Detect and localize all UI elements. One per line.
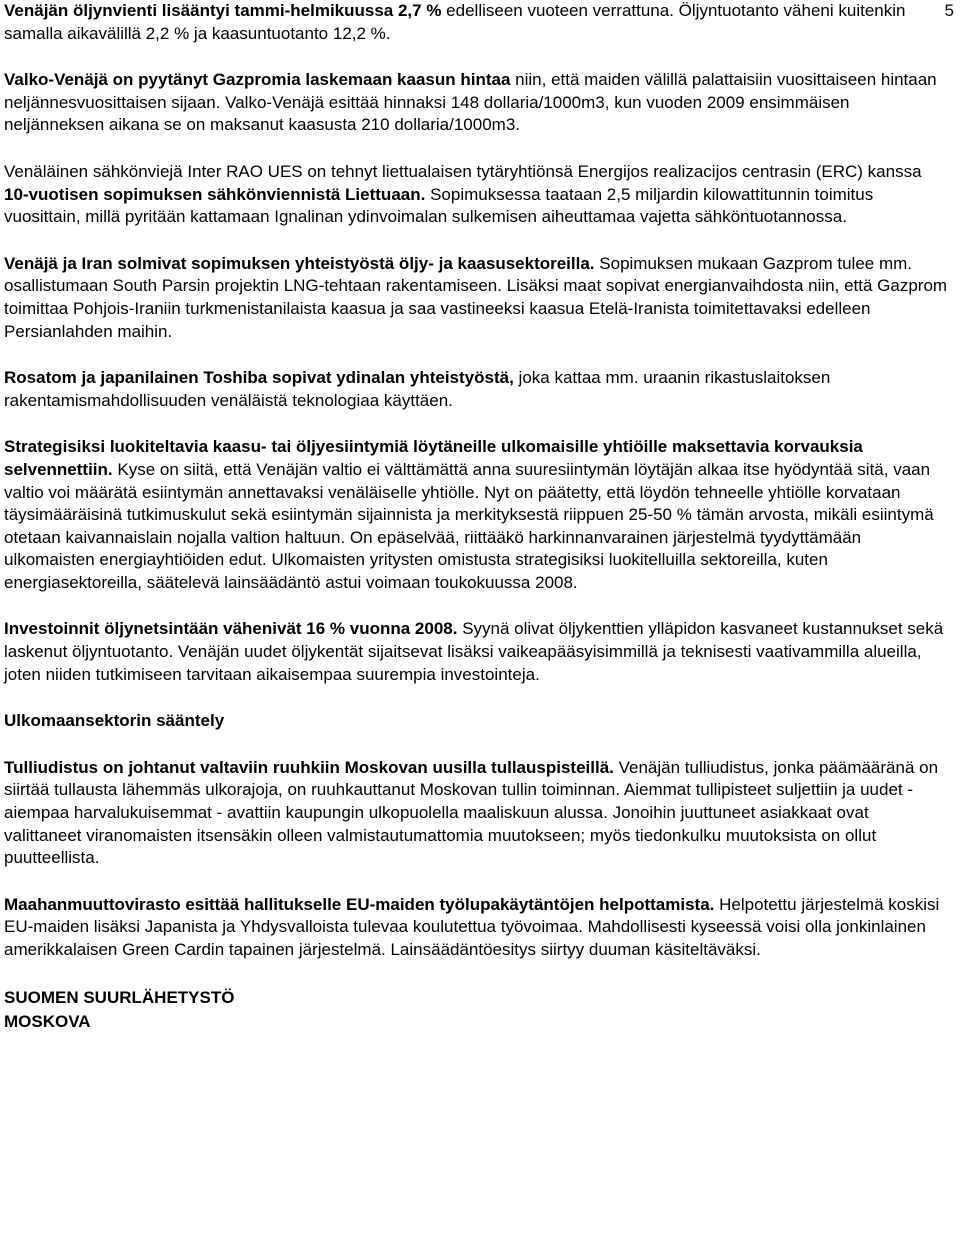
paragraph-text: edelliseen vuoteen verrattuna. Öljyntuotanto väheni kuitenkin samalla aikavälillä 2,2 % ja kaasuntuotanto 12,2 %.: [4, 1, 906, 43]
paragraph-headline: Tulliudistus on johtanut valtaviin ruuhkiin Moskovan uusilla tullauspisteillä.: [4, 757, 614, 777]
signature-line-embassy: SUOMEN SUURLÄHETYSTÖ: [4, 987, 235, 1007]
news-paragraph: [4, 0, 948, 45]
paragraph-text: Sopimuksessa taataan 2,5 miljardin kilowattitunnin toimitus vuosittain, millä pyritään kattamaan Ignalinan ydinvoimalan sulkemisen aiheuttamaa vajetta sähköntuotannossa.: [4, 184, 874, 227]
section-heading: Ulkomaansektorin sääntely: [4, 711, 225, 731]
news-paragraph: [4, 894, 948, 962]
paragraph-headline: Venäjän öljynvienti lisääntyi tammi-helmikuussa 2,7 %: [4, 1, 442, 20]
news-paragraph: [4, 161, 948, 229]
paragraph-headline: Investoinnit öljynetsintään vähenivät 16 % vuonna 2008.: [4, 619, 458, 639]
paragraph-headline: Maahanmuuttovirasto esittää hallitukselle EU-maiden työlupakäytäntöjen helpottamista.: [4, 894, 715, 914]
paragraph-headline: Venäjä ja Iran solmivat sopimuksen yhteistyöstä öljy- ja kaasusektoreilla.: [4, 253, 595, 273]
paragraph-text: Sopimuksen mukaan Gazprom tulee mm. osallistumaan South Parsin projektin LNG-tehtaan rakentamiseen. Lisäksi maat sopivat energianvaihdosta niin, että Gazprom toimittaa Pohjois-Iraniin turkmenistanilaista kaasua ja saa vastineeksi kaasua Etelä-Iranista toimitettavaksi edelleen Persianlahden maihin.: [4, 253, 948, 341]
news-paragraph: [4, 69, 948, 137]
paragraph-text: Kyse on siitä, että Venäjän valtio ei välttämättä anna suuresiintymän löytäjän alkaa itse hyödyntää sitä, vaan valtio voi määrätä esiintymän annettavaksi venäläiselle yhtiölle. Nyt on päätetty, että löydön tehneelle yhtiölle korvataan täysimääräisinä tutkimuskulut sekä esiintymän sijainnista ja merkityksestä riippuen 25-50 % tämän arvosta, mikäli esiintymä otetaan kaivannaislain nojalla valtion haltuun. On epäselvää, riittääkö harkinnanvarainen järjestelmä tyydyttämään ulkomaisten energiayhtiöiden edut. Ulkomaisten yritysten omistusta strategisiksi luokitelluilla sektoreilla, kuten energiasektoreilla, säätelevä lainsäädäntö astui voimaan toukokuussa 2008.: [4, 459, 934, 592]
paragraph-headline: Strategisiksi luokiteltavia kaasu- tai öljyesiintymiä löytäneille ulkomaisille yhtiöille maksettavia korvauksia selvennettiin.: [4, 437, 863, 479]
paragraph-text: niin, että maiden välillä palattaisiin vuosittaiseen hintaan neljännesvuosittaisen sijaan. Valko-Venäjä esittää hinnaksi 148 dollaria/1000m3, kun vuoden 2009 ensimmäisen neljänneksen aikana se on maksanut kaasusta 210 dollaria/1000m3.: [4, 70, 937, 135]
paragraph-text: Syynä olivat öljykenttien ylläpidon kasvaneet kustannukset sekä laskenut öljyntuotanto. Venäjän uudet öljykentät sijaitsevat lisäksi vaikeapääsyisimmillä ja teknisesti vaativammilla alueilla, joten niiden tutkimiseen tarvitaan aikaisempaa suurempia investointeja.: [4, 619, 944, 684]
document-body: [4, 0, 948, 1034]
news-paragraph: [4, 618, 948, 686]
news-paragraph: [4, 436, 948, 594]
paragraph-headline: Rosatom ja japanilainen Toshiba sopivat ydinalan yhteistyöstä,: [4, 368, 514, 388]
paragraph-text: Helpotettu järjestelmä koskisi EU-maiden lisäksi Japanista ja Yhdysvalloista tulevaa koulutettua työvoimaa. Mahdollisesti kyseessä voisi olla jonkinlainen amerikkalaisen Green Cardin tapainen järjestelmä. Lainsäädäntöesitys siirtyy duuman käsiteltäväksi.: [4, 894, 940, 959]
page-number: 5: [944, 1, 954, 20]
news-list: [4, 0, 948, 686]
signature: [4, 986, 948, 1034]
news-paragraph: [4, 253, 948, 343]
section-news-list: [4, 757, 948, 962]
paragraph-text: joka kattaa mm. uraanin rikastuslaitoksen rakentamismahdollisuuden venäläistä teknologiaa käyttäen.: [4, 368, 831, 410]
news-paragraph: [4, 367, 948, 412]
paragraph-text: Venäläinen sähkönviejä Inter RAO UES on tehnyt liettualaisen tytäryhtiönsä Energijos realizacijos centrasin (ERC) kanssa: [4, 161, 922, 181]
paragraph-headline: Valko-Venäjä on pyytänyt Gazpromia laskemaan kaasun hintaa: [4, 70, 511, 90]
paragraph-text: Venäjän tulliudistus, jonka päämääränä on siirtää tullausta lähemmäs ulkorajoja, on ruuhkauttanut Moskovan tullin toiminnan. Aiemmat tullipisteet suljettiin ja uudet - aiempaa harvalukuisemmat - avattiin kaupungin ulkopuolella maaliskuun alussa. Jonoihin juuttuneet asiakkaat ovat valittaneet viranomaisten itsensäkin olleen valmistautumattomia muutokseen; myös tiedonkulku muutoksista on ollut puutteellista.: [4, 757, 939, 868]
signature-line-city: MOSKOVA: [4, 1011, 91, 1031]
paragraph-headline: 10-vuotisen sopimuksen sähkönviennistä Liettuaan.: [4, 184, 426, 204]
news-paragraph: [4, 757, 948, 870]
